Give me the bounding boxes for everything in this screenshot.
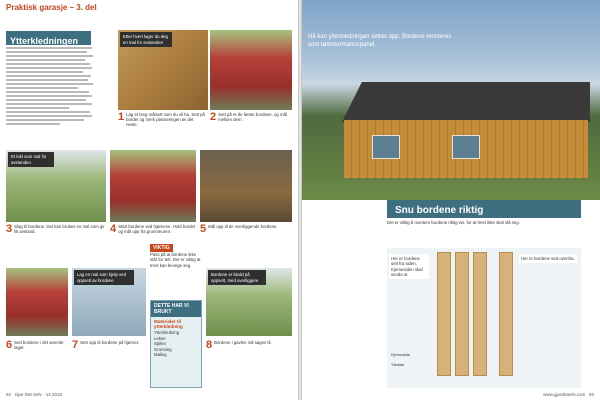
- page-number-left: 92: [6, 392, 12, 397]
- caption-8: 8 Bordene i gavlen må sages til.: [206, 339, 272, 351]
- callout-middle: Lag en mal som hjelp ved oppsett av bordene: [74, 270, 134, 285]
- plank: [473, 252, 487, 376]
- plank: [455, 252, 469, 376]
- materials-item: Maling: [154, 352, 167, 357]
- callout-left: Et lekt som mal for avstanden: [8, 152, 54, 167]
- important-text: Pass på at bordene ikke står for tett. Det er viktig at treet kan bevege seg.: [150, 252, 201, 268]
- caption-1: 1 Lag et lang målsett som du vil ha. Sett på bordet og merk plasseringen av det neste.: [118, 111, 205, 128]
- snu-heading: [387, 200, 581, 218]
- materials-box-subtitle: Materialer til ytterkledning: [154, 319, 183, 329]
- photo-step-4: [110, 150, 196, 222]
- hero-photo: [302, 0, 600, 200]
- plank: [499, 252, 513, 376]
- garage-window: [372, 135, 400, 159]
- issue-label: Gjør Det Selv · 14 2015: [14, 392, 63, 397]
- garage-roof: [342, 82, 590, 122]
- right-page: [302, 0, 600, 400]
- series-title: Praktisk garasje – 3. del: [6, 3, 97, 12]
- plank: [437, 252, 451, 376]
- right-footer: [543, 392, 594, 397]
- callout-top: Etter hvert lager du deg en mal for avstanden: [120, 32, 172, 47]
- photo-step-6: [6, 268, 68, 336]
- diagram-label-core: Kjerneside: [391, 352, 410, 357]
- garage-window: [452, 135, 480, 159]
- caption-2: 2 Sett på et de første bordene, og mål mellom dem.: [210, 111, 287, 123]
- materials-item: Spiker: [154, 341, 167, 346]
- materials-item: Lekter: [154, 335, 166, 341]
- website: www.gjordetselv.com: [543, 392, 586, 397]
- caption-3: 3 Slag til bordene. Det kan brukes en mal som gir lik avstand.: [6, 223, 105, 235]
- body-text-column: [6, 47, 96, 147]
- section-title: Ytterkledningen: [10, 36, 79, 46]
- caption-5: 5 Mål opp til de overliggende bordene.: [200, 223, 278, 235]
- diagram-text-right: Her er bordene sett ovenfra.: [519, 254, 577, 263]
- snu-intro-text: Det er viktig å montere bordene riktig vei, for at treet ikke skal slå seg.: [387, 220, 520, 225]
- important-heading: VIKTIG: [150, 244, 173, 252]
- diagram-label-outer: Yteside: [391, 362, 405, 367]
- hero-intro-text: Nå kan ytterkledningen settes opp. Bordene monteres som tømmermannspanel.: [308, 34, 452, 48]
- photo-step-2: [210, 30, 292, 110]
- left-page: [0, 0, 298, 400]
- materials-item: Ytterkledning: [154, 330, 180, 335]
- section-heading: [6, 31, 91, 45]
- materials-item: Grunning: [154, 346, 172, 352]
- plank-diagram: [387, 248, 581, 388]
- caption-6: 6 Sett bordene i det øverste laget.: [6, 339, 64, 351]
- materials-list: [151, 330, 201, 358]
- diagram-text-left: Her er bordene sett fra siden. Kjernesiden skal vende ut.: [389, 254, 429, 279]
- left-footer: [6, 392, 62, 397]
- caption-4: 4 Start bordene ved hjørnene. Hold bordet og mål opp fra grunnmuren.: [110, 223, 196, 235]
- callout-bottom: Bordene er kledd på oppsett, med overliggere: [208, 270, 266, 285]
- materials-box-title: DETTE HAR VI BRUKT: [151, 301, 201, 317]
- materials-box: [150, 300, 202, 388]
- page-number-right: 93: [588, 392, 594, 397]
- snu-title: Snu bordene riktig: [395, 205, 484, 216]
- caption-7: 7 Sett opp til bordene på hjørnet.: [72, 339, 140, 351]
- photo-step-5: [200, 150, 292, 222]
